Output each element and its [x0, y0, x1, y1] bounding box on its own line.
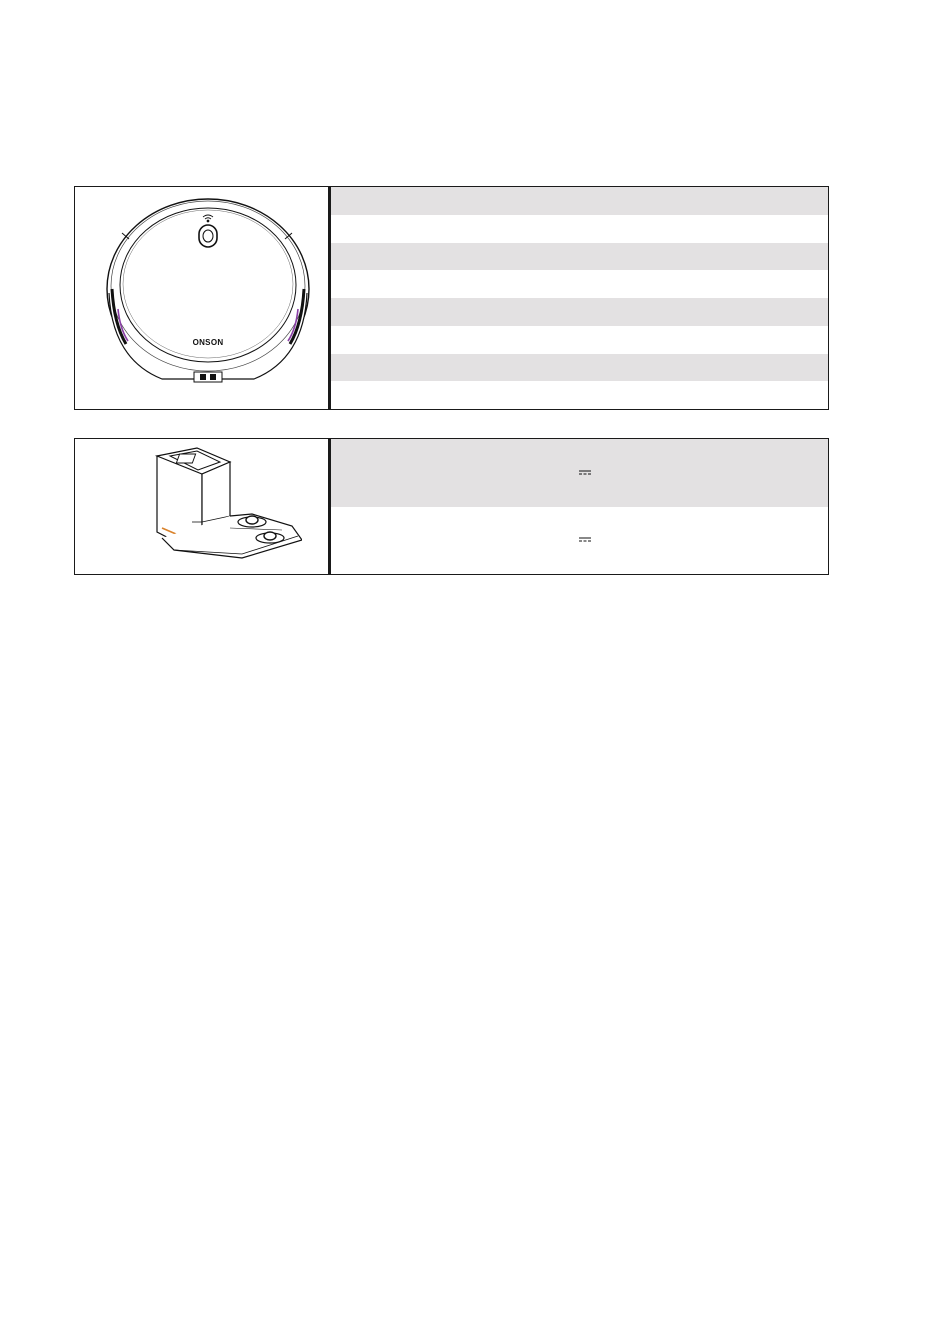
spec-row [331, 381, 828, 409]
robot-image-cell [75, 187, 331, 409]
spec-row [331, 326, 828, 354]
base-spec-table [74, 438, 829, 575]
spec-row [331, 439, 828, 507]
spec-row [331, 187, 828, 215]
base-image-cell [75, 439, 331, 574]
robot-spec-table [74, 186, 829, 410]
robot-spec-rows [331, 187, 828, 409]
brand-logo: ONSON [192, 338, 223, 347]
spec-row [331, 243, 828, 271]
dc-current-icon [579, 470, 591, 476]
base-spec-rows [331, 439, 828, 574]
charging-dock-icon [102, 442, 302, 572]
spec-row [331, 215, 828, 243]
spec-row [331, 507, 828, 575]
spec-row [331, 270, 828, 298]
robot-vacuum-icon [82, 189, 322, 407]
spec-row [331, 298, 828, 326]
dc-current-icon [579, 537, 591, 543]
spec-row [331, 354, 828, 382]
